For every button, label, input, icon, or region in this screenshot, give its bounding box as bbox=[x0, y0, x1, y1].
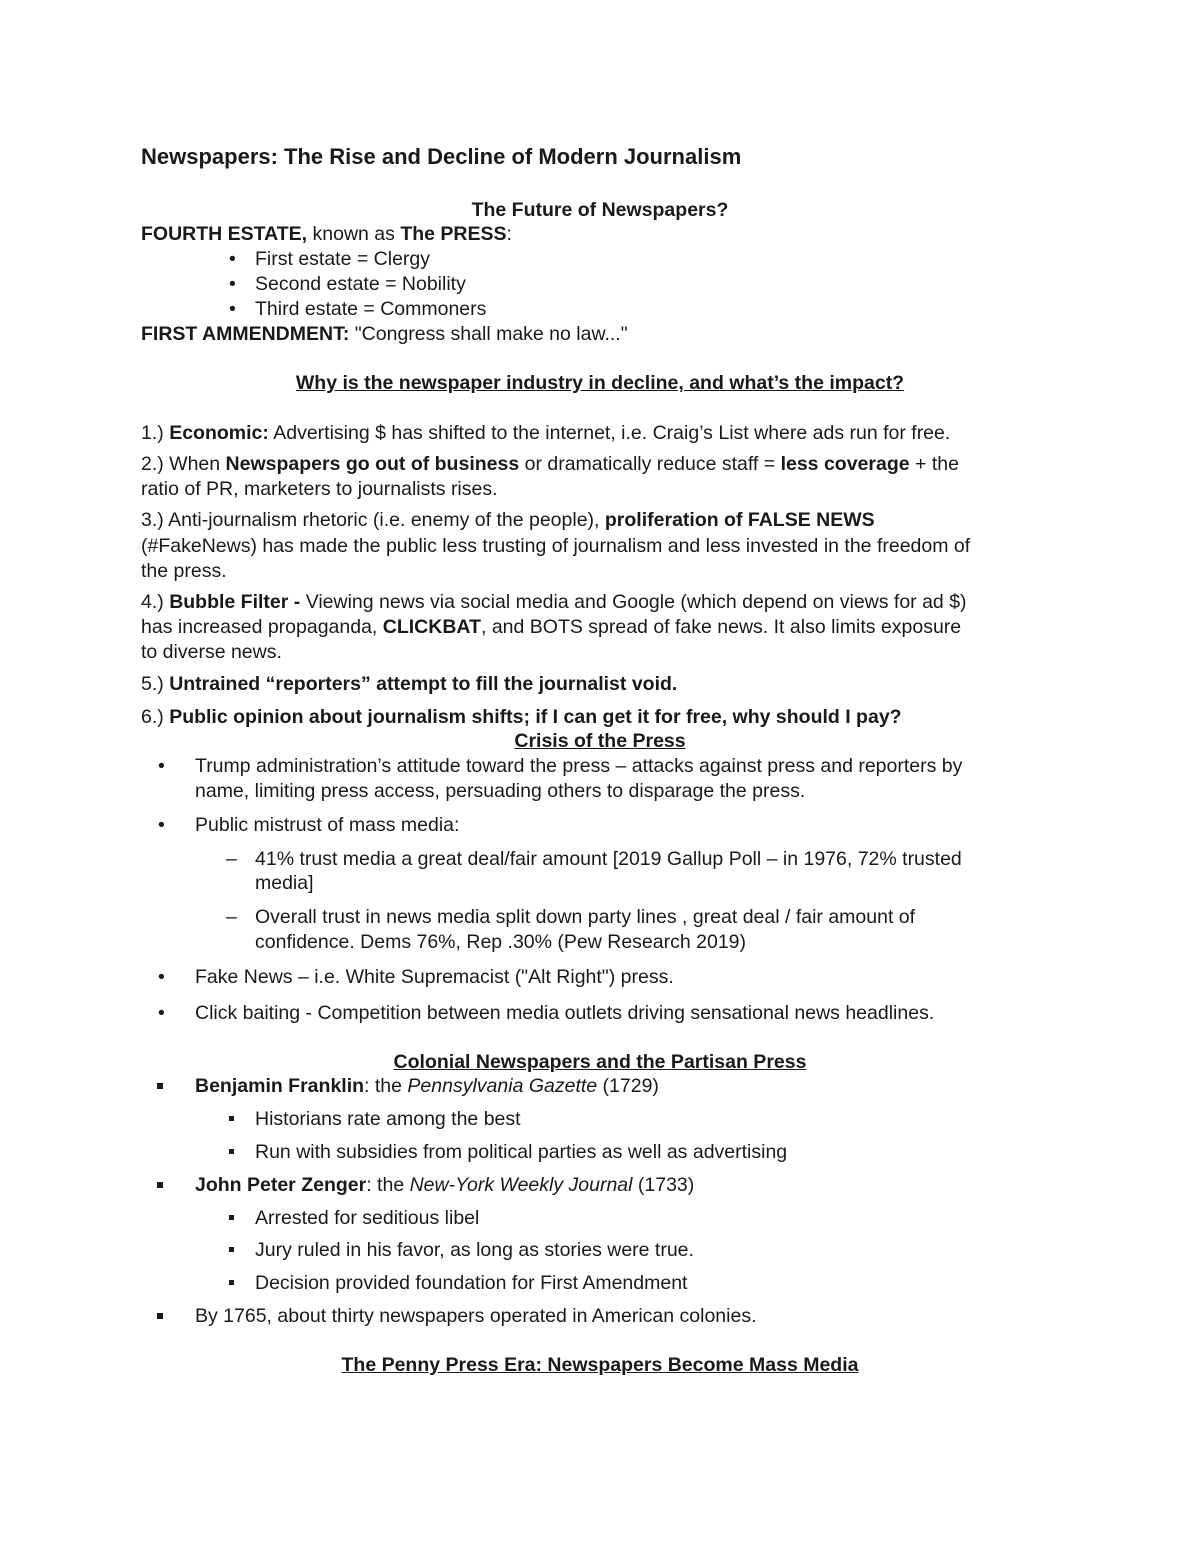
decline-point-6 bbox=[141, 705, 902, 729]
crisis-heading: Crisis of the Press bbox=[514, 730, 686, 752]
bullet-icon: • bbox=[229, 273, 236, 295]
decline-heading: Why is the newspaper industry in decline, and what’s the impact? bbox=[295, 372, 905, 394]
bullet-icon: • bbox=[229, 248, 236, 270]
decline-point-4-line-3: to diverse news. bbox=[141, 641, 282, 663]
square-bullet-icon bbox=[229, 1116, 234, 1121]
square-bullet-icon bbox=[229, 1280, 234, 1285]
year: (1733) bbox=[632, 1174, 695, 1196]
known-as-text: known as bbox=[307, 223, 401, 245]
crisis-sub-2: Overall trust in news media split down party lines , great deal / fair amount of bbox=[255, 906, 916, 928]
colonial-heading: Colonial Newspapers and the Partisan Press bbox=[393, 1051, 807, 1073]
point-number: 5.) bbox=[141, 673, 170, 695]
decline-point-2-line-2: ratio of PR, marketers to journalists rises. bbox=[141, 478, 498, 500]
decline-point-3 bbox=[141, 508, 875, 532]
square-bullet-icon bbox=[229, 1215, 234, 1220]
fourth-estate-line bbox=[141, 222, 512, 246]
bullet-icon: • bbox=[158, 755, 165, 777]
square-bullet-icon bbox=[229, 1247, 234, 1252]
colon: : bbox=[506, 223, 512, 245]
decline-point-3-line-3: the press. bbox=[141, 560, 227, 582]
square-bullet-icon bbox=[157, 1313, 163, 1319]
point-text: Advertising $ has shifted to the internet, i.e. Craig’s List where ads run for free. bbox=[268, 422, 951, 444]
decline-point-3-line-2: (#FakeNews) has made the public less trusting of journalism and less invested in the freedom of bbox=[141, 535, 971, 557]
text: : the bbox=[364, 1075, 408, 1097]
crisis-bullet-2: Public mistrust of mass media: bbox=[195, 814, 460, 836]
estate-item: First estate = Clergy bbox=[255, 248, 431, 270]
point-text: , and BOTS spread of fake news. It also limits exposure bbox=[480, 616, 962, 638]
crisis-bullet-3: Fake News – i.e. White Supremacist ("Alt Right") press. bbox=[195, 966, 674, 988]
point-bold: Public opinion about journalism shifts; if I can get it for free, why should I pay? bbox=[169, 706, 902, 728]
point-text: or dramatically reduce staff = bbox=[519, 453, 781, 475]
crisis-sub-1: 41% trust media a great deal/fair amount [2019 Gallup Poll – in 1976, 72% trusted bbox=[255, 848, 962, 870]
point-text: + the bbox=[909, 453, 959, 475]
person-name: John Peter Zenger bbox=[195, 1174, 367, 1196]
point-number: 1.) bbox=[141, 422, 170, 444]
franklin-item: Historians rate among the best bbox=[255, 1108, 521, 1130]
crisis-bullet-1-line-2: name, limiting press access, persuading others to disparage the press. bbox=[195, 780, 806, 802]
text: : the bbox=[366, 1174, 410, 1196]
crisis-sub-2-line-2: confidence. Dems 76%, Rep .30% (Pew Research 2019) bbox=[255, 931, 747, 953]
point-text: 3.) Anti-journalism rhetoric (i.e. enemy of the people), bbox=[141, 509, 605, 531]
point-bold: CLICKBAT bbox=[382, 616, 481, 638]
point-number: 2.) When bbox=[141, 453, 226, 475]
point-bold: proliferation of FALSE NEWS bbox=[604, 509, 875, 531]
press-label: The PRESS bbox=[400, 223, 507, 245]
zenger-item: Arrested for seditious libel bbox=[255, 1207, 480, 1229]
fourth-estate-label: FOURTH ESTATE, bbox=[141, 223, 308, 245]
crisis-bullet-4: Click baiting - Competition between media outlets driving sensational news headlines. bbox=[195, 1002, 935, 1024]
point-text: has increased propaganda, bbox=[141, 616, 383, 638]
square-bullet-icon bbox=[157, 1083, 163, 1089]
zenger-line bbox=[195, 1173, 694, 1197]
square-bullet-icon bbox=[157, 1182, 163, 1188]
point-bold: Bubble Filter - bbox=[169, 591, 306, 613]
decline-point-1 bbox=[141, 421, 950, 445]
paper-name: New-York Weekly Journal bbox=[409, 1174, 633, 1196]
point-bold: Newspapers go out of business bbox=[225, 453, 520, 475]
point-bold: less coverage bbox=[780, 453, 910, 475]
decline-point-4-line-2 bbox=[141, 615, 961, 639]
crisis-bullet-1: Trump administration’s attitude toward the press – attacks against press and reporters by bbox=[195, 755, 963, 777]
crisis-sub-1-line-2: media] bbox=[255, 872, 314, 894]
decline-point-4 bbox=[141, 590, 967, 614]
person-name: Benjamin Franklin bbox=[195, 1075, 365, 1097]
first-amendment-quote: "Congress shall make no law..." bbox=[349, 323, 628, 345]
estate-item: Second estate = Nobility bbox=[255, 273, 466, 295]
dash-icon: – bbox=[226, 848, 237, 870]
estate-item: Third estate = Commoners bbox=[255, 298, 487, 320]
point-bold: Untrained “reporters” attempt to fill the journalist void. bbox=[169, 673, 678, 695]
paper-name: Pennsylvania Gazette bbox=[407, 1075, 598, 1097]
bullet-icon: • bbox=[158, 814, 165, 836]
zenger-item: Decision provided foundation for First Amendment bbox=[255, 1272, 688, 1294]
bullet-icon: • bbox=[229, 298, 236, 320]
decline-point-2 bbox=[141, 452, 959, 476]
subtitle: The Future of Newspapers? bbox=[471, 199, 729, 221]
franklin-item: Run with subsidies from political parties as well as advertising bbox=[255, 1141, 788, 1163]
colonial-last: By 1765, about thirty newspapers operated in American colonies. bbox=[195, 1305, 757, 1327]
franklin-line bbox=[195, 1074, 659, 1098]
point-text: Viewing news via social media and Google (which depend on views for ad $) bbox=[305, 591, 967, 613]
square-bullet-icon bbox=[229, 1149, 234, 1154]
bullet-icon: • bbox=[158, 1002, 165, 1024]
year: (1729) bbox=[597, 1075, 659, 1097]
decline-point-5 bbox=[141, 672, 677, 696]
dash-icon: – bbox=[226, 906, 237, 928]
first-amendment-line bbox=[141, 322, 628, 346]
point-bold: Economic: bbox=[169, 422, 269, 444]
document-title: Newspapers: The Rise and Decline of Modern Journalism bbox=[141, 144, 742, 169]
point-number: 6.) bbox=[141, 706, 170, 728]
first-amendment-label: FIRST AMMENDMENT: bbox=[141, 323, 350, 345]
zenger-item: Jury ruled in his favor, as long as stories were true. bbox=[255, 1239, 694, 1261]
bullet-icon: • bbox=[158, 966, 165, 988]
penny-heading: The Penny Press Era: Newspapers Become Mass Media bbox=[341, 1354, 859, 1376]
point-number: 4.) bbox=[141, 591, 170, 613]
